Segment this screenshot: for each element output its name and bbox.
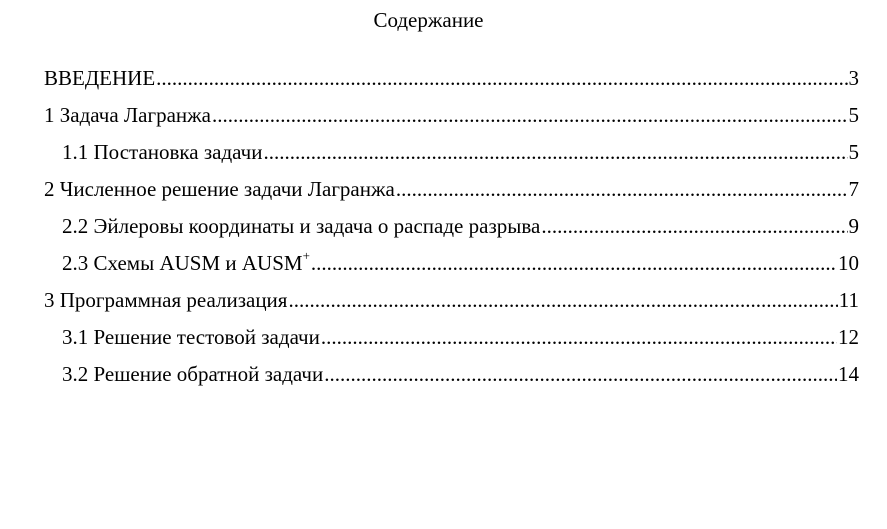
- toc-entry-label: 2.3 Схемы AUSM и AUSM+: [62, 248, 310, 275]
- toc-entry-label: 3 Программная реализация: [44, 288, 288, 312]
- toc-entry-label: 1.1 Постановка задачи: [62, 140, 263, 164]
- toc-title: Содержание: [373, 8, 484, 32]
- toc-entry-section-2-3[interactable]: [44, 249, 859, 286]
- toc-dot-leader: [288, 286, 837, 314]
- toc-entry-section-3-2[interactable]: [44, 360, 859, 397]
- toc-dot-leader: [541, 212, 847, 240]
- toc-dot-leader: [263, 138, 847, 166]
- toc-entry-section-1-1[interactable]: [44, 138, 859, 175]
- toc-dot-leader: [311, 249, 837, 277]
- toc-page-number: 5: [848, 140, 859, 164]
- toc-page-number: 14: [838, 362, 859, 386]
- toc-page-number: 3: [848, 66, 859, 90]
- toc-entry-section-1[interactable]: [44, 101, 859, 138]
- toc-dot-leader: [324, 360, 837, 388]
- toc-entry-label: ВВЕДЕНИЕ: [44, 66, 156, 90]
- toc-entry-label: 3.2 Решение обратной задачи: [62, 362, 324, 386]
- toc-dot-leader: [156, 64, 847, 92]
- toc-page-number: 10: [838, 251, 859, 275]
- toc-page-number: 7: [848, 177, 859, 201]
- toc-entry-section-3[interactable]: [44, 286, 859, 323]
- toc-entry-label: 2 Численное решение задачи Лагранжа: [44, 177, 395, 201]
- toc-entry-label: 2.2 Эйлеровы координаты и задача о распаде разрыва: [62, 214, 541, 238]
- toc-entry-section-3-1[interactable]: [44, 323, 859, 360]
- toc-entry-introduction[interactable]: [44, 64, 859, 101]
- toc-entry-label: 3.1 Решение тестовой задачи: [62, 325, 320, 349]
- toc-entry-section-2[interactable]: [44, 175, 859, 212]
- toc-list: [44, 64, 859, 397]
- toc-page-number: 12: [838, 325, 859, 349]
- toc-dot-leader: [321, 323, 837, 351]
- toc-page-number: 5: [848, 103, 859, 127]
- toc-entry-label: 1 Задача Лагранжа: [44, 103, 211, 127]
- toc-page-number: 9: [848, 214, 859, 238]
- toc-entry-section-2-2[interactable]: [44, 212, 859, 249]
- toc-page-number: 11: [838, 288, 859, 312]
- toc-dot-leader: [212, 101, 848, 129]
- toc-dot-leader: [396, 175, 848, 203]
